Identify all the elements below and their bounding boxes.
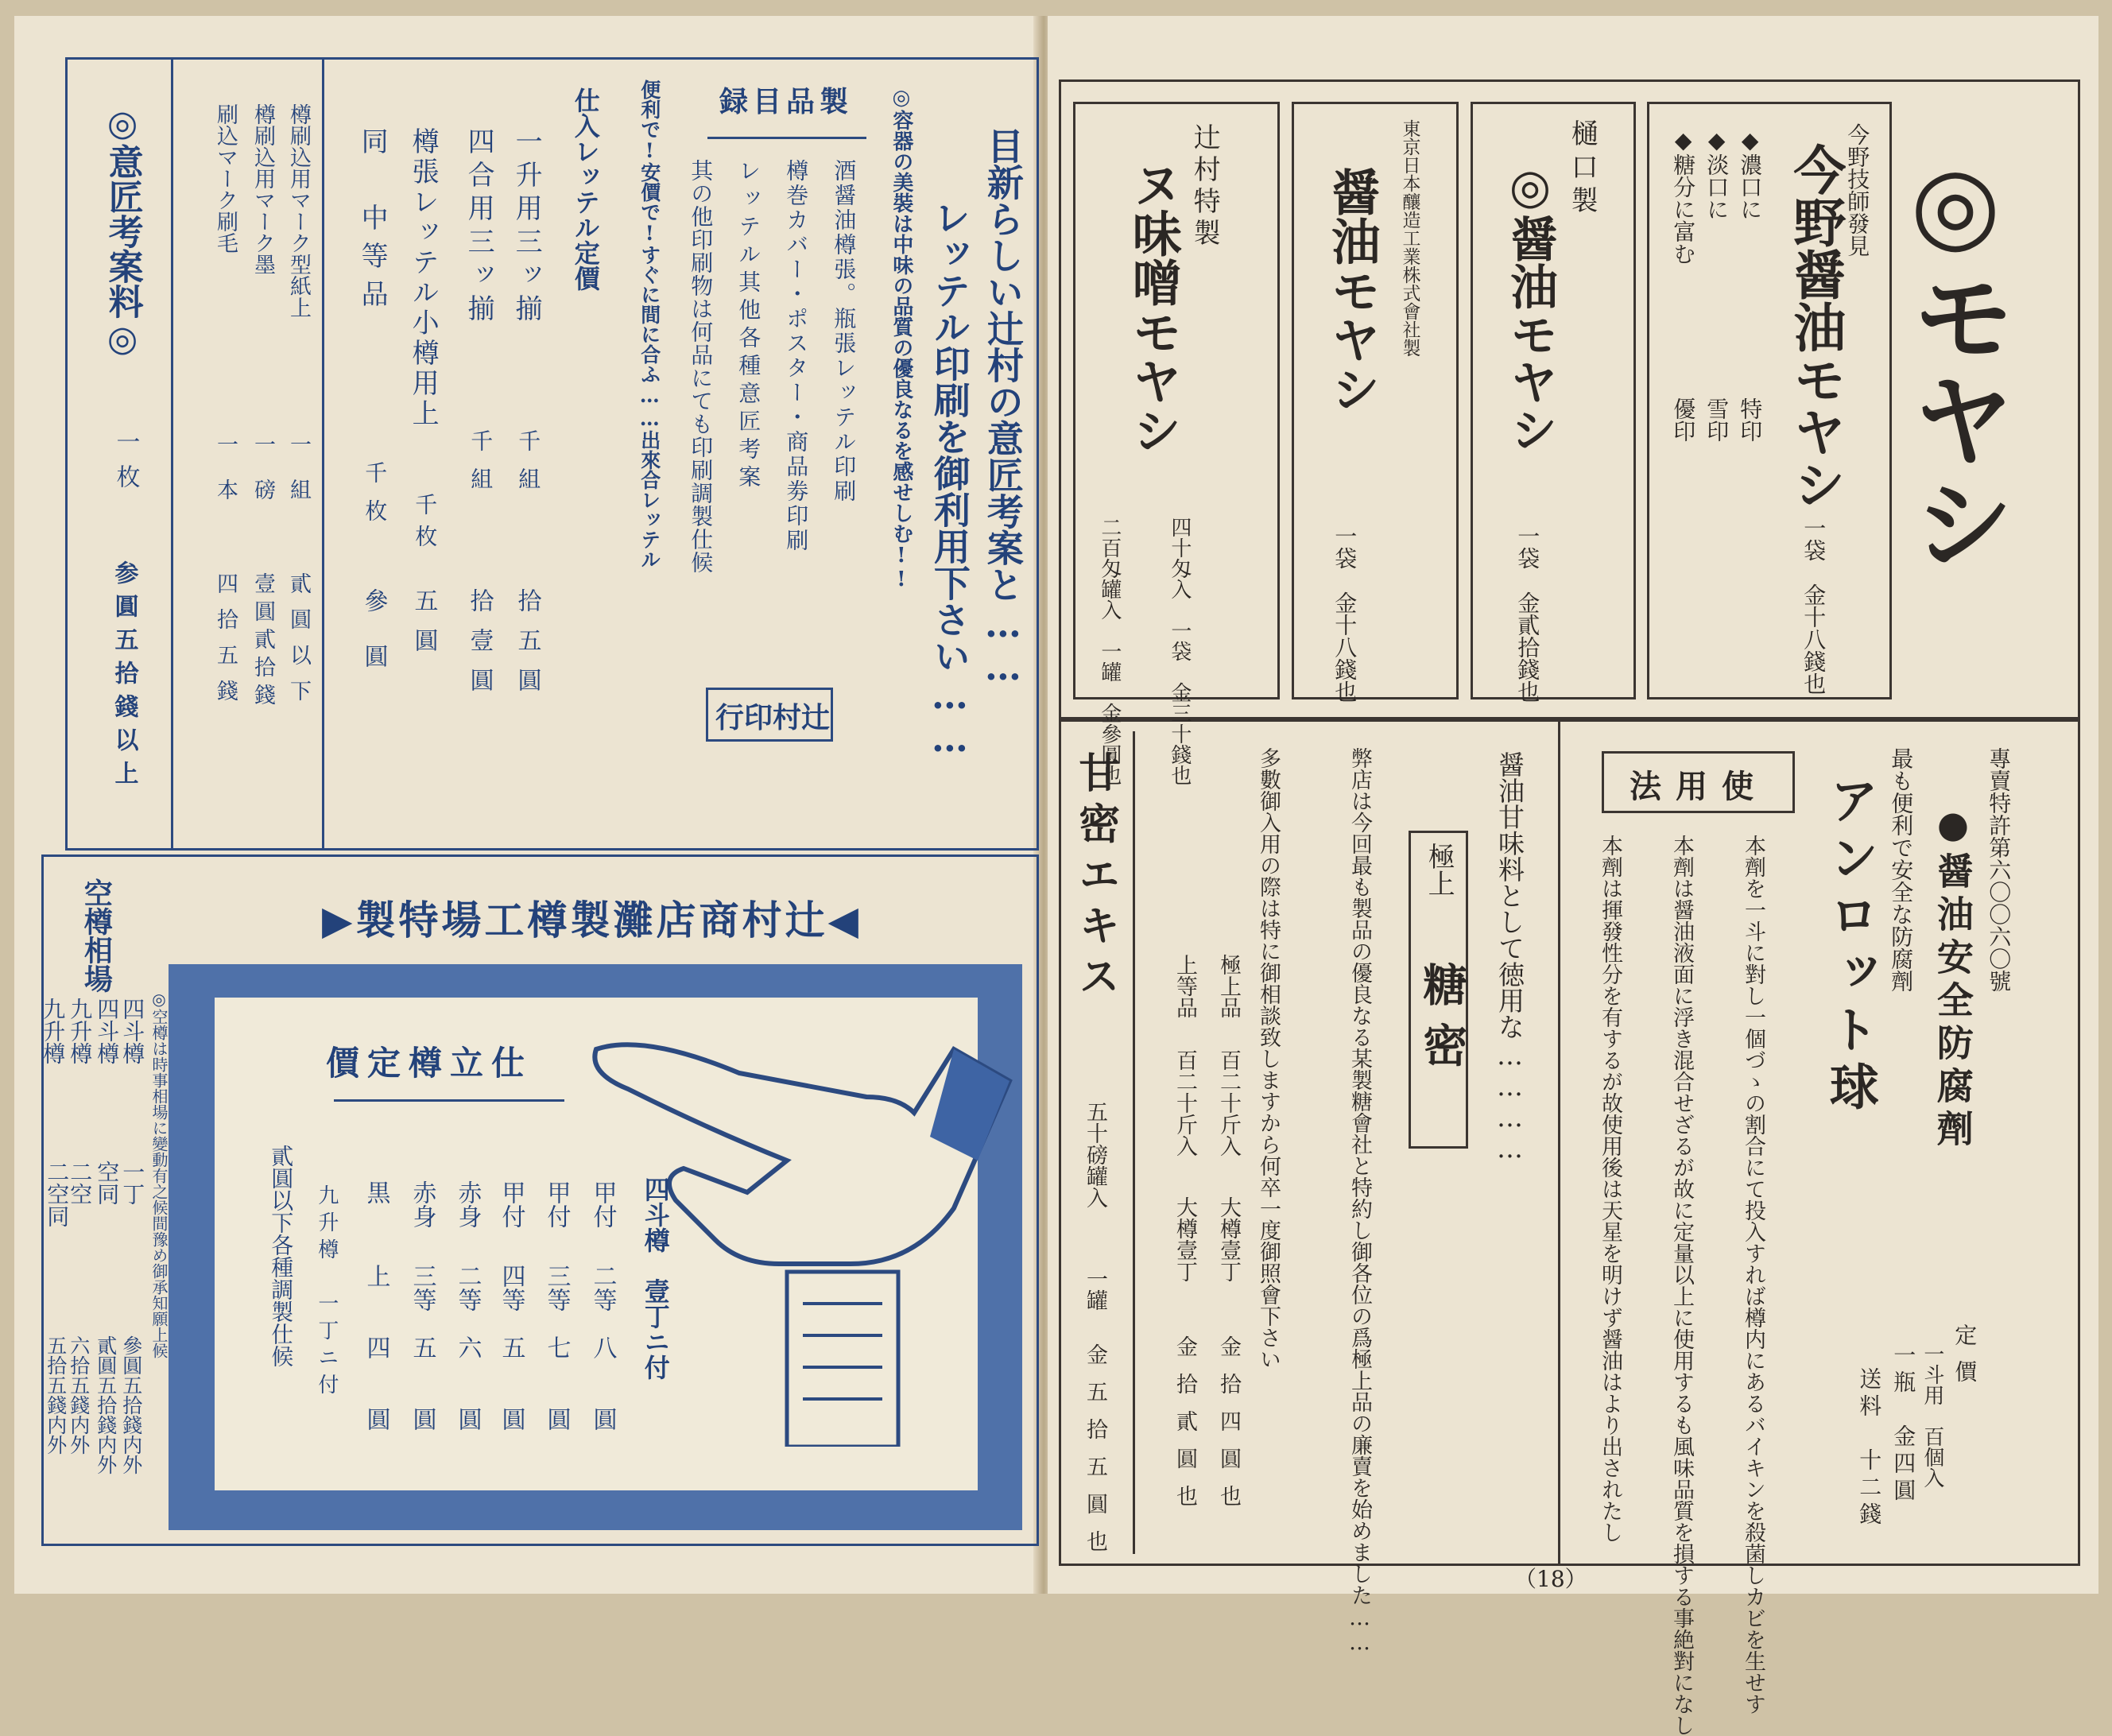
label-price-row-3-unit: 千枚 (412, 493, 439, 556)
sugar-grade-1-unit: 大樽壹丁 (1216, 1196, 1242, 1282)
usage-line-1: 本劑を一斗に對し一個づゝの割合にて投入すれば樽内にあるバイキンを殺菌しカビを生せす (1741, 835, 1766, 1715)
brush-item-2-unit: 一磅 (250, 433, 276, 524)
sugar-grade-2-pack: 百二十斤入 (1172, 1049, 1198, 1157)
fixed-row-3-price: 五圓 (497, 1335, 525, 1478)
barrel-row-4-price: 五拾五錢内外 (44, 1335, 68, 1455)
fixed-price-title: 仕立樽定價 (326, 1044, 533, 1083)
label-price-row-4: 同 中等品 (356, 127, 389, 318)
imano-item-2: ◆淡口に (1703, 127, 1730, 220)
higuchi-maker: 樋口製 (1566, 119, 1599, 219)
label-price-row-2: 四合用三ッ揃 (463, 127, 495, 327)
sugar-label: 極上 (1423, 843, 1455, 897)
label-price-row-4-unit: 千枚 (362, 461, 389, 537)
tsujimura-maker: 辻村特製 (1188, 123, 1221, 250)
stamp-text: 辻村印行 (715, 701, 831, 734)
amamitsu-unit: 一罐 (1083, 1268, 1108, 1311)
headline-1: 目新らしい辻村の意匠考案と…… (981, 127, 1025, 688)
barrel-row-3-qty: 二空 (67, 1161, 94, 1205)
brush-item-3-unit: 一本 (213, 433, 238, 524)
fixed-row-4-price: 六圓 (453, 1335, 482, 1478)
fixed-row-5-name: 赤身 (408, 1180, 436, 1228)
catalog-line-3: 樽巻カバー・ポスター・商品劵印刷 (783, 159, 810, 553)
left-divider-2 (322, 57, 324, 851)
brush-item-3-price: 四拾五錢 (213, 572, 238, 715)
price-line-3: 送料 十二錢 (1856, 1367, 1883, 1529)
design-fee-title: ◎意匠考案料◎ (102, 103, 143, 359)
usage-line-3: 本劑は揮發性分を有するが故使用後は天星を明けず醤油はより出されたし (1598, 835, 1623, 1543)
left-divider-1 (171, 57, 173, 851)
sugar-grade-2-price: 金拾貳圓也 (1172, 1335, 1198, 1522)
label-price-row-1-price: 拾五圓 (513, 588, 541, 707)
imano-item-3: ◆糖分に富む (1670, 127, 1697, 265)
fixed-row-3-grade: 四等 (497, 1264, 525, 1312)
catalog-rule (707, 137, 866, 139)
price-line-1: 一斗用 百個入 (1920, 1343, 1944, 1488)
anrotto-name: ●醤油安全防腐劑 (1931, 803, 1974, 1153)
imano-discoverer: 今野技師發見 (1844, 123, 1871, 257)
sugar-body-1: 弊店は今回最も製品の優良なる某製糖會社と特約し御各位の爲極上品の廉賣を始めました…… (1347, 747, 1373, 1655)
fixed-row-2-name: 甲付 (542, 1180, 571, 1228)
amamitsu-price: 金五拾五圓也 (1083, 1343, 1108, 1567)
catalog-line-6: 便利で!安價で!すぐに間に合ふ……出來合レッテル (637, 79, 661, 569)
imano-name: 今野醤油モヤシ (1784, 143, 1847, 510)
label-price-row-3: 樽張レッテル小樽用上 (407, 127, 440, 429)
brush-item-3: 刷込マーク刷毛 (213, 103, 238, 254)
label-price-row-3-price: 五圓 (409, 588, 438, 668)
fixed-row-2-price: 七圓 (542, 1335, 571, 1478)
fixed-price-footer: 貳圓以下各種調製仕候 (268, 1145, 295, 1367)
sugar-grade-2: 上等品 (1172, 954, 1198, 1018)
nihon-maker: 東京日本釀造工業株式會社製 (1399, 119, 1420, 357)
amamitsu-pack: 五十磅罐入 (1083, 1101, 1108, 1208)
page-number: （18） (1514, 1566, 1587, 1592)
fixed-row-5-grade: 三等 (408, 1264, 436, 1312)
fixed-row-4-grade: 二等 (453, 1264, 482, 1312)
fixed-price-small: 九升樽 一丁ニ付 (314, 1184, 339, 1401)
empty-barrel-title: 空樽相場 (79, 878, 114, 993)
label-price-row-4-price: 參圓 (359, 588, 388, 699)
barrel-row-1-price: 參圓五拾錢内外 (119, 1335, 143, 1474)
barrel-row-3-price: 六拾五錢内外 (67, 1335, 91, 1455)
label-price-row-2-price: 拾壹圓 (465, 588, 494, 707)
fixed-row-1-name: 甲付 (588, 1180, 617, 1228)
anrotto-patent: 專賣特許第六〇〇六〇號 (1986, 747, 2013, 992)
imano-price: 一袋 金十八錢也 (1800, 517, 1827, 695)
price-line-2: 一瓶 金四圓 (1890, 1343, 1917, 1505)
sugar-grade-1-pack: 百二十斤入 (1216, 1049, 1242, 1157)
fixed-row-1-price: 八圓 (588, 1335, 617, 1478)
fixed-row-1-grade: 二等 (588, 1264, 617, 1312)
label-price-row-2-unit: 千組 (467, 429, 494, 506)
amamitsu-name: 甘密エキス (1071, 751, 1120, 1006)
fixed-row-6-name: 黒 (362, 1180, 390, 1204)
catalog-line-2: 酒醤油樽張。瓶張レッテル印刷 (831, 159, 858, 504)
brush-item-2: 樽刷込用マーク墨 (250, 103, 276, 275)
barrel-row-4-qty: 二空同 (44, 1161, 71, 1227)
barrel-row-4-name: 九升樽 (40, 998, 67, 1064)
tsujimura-price-2: 二百匁罐入 一罐 金參圓也 (1097, 517, 1122, 785)
barrel-row-2-qty: 空同 (94, 1161, 121, 1205)
fixed-row-6-grade: 上 (362, 1264, 390, 1288)
price-title: 定價 (1951, 1323, 1978, 1397)
anrotto-catch: 最も便利で安全な防腐劑 (1888, 747, 1915, 992)
usage-line-2: 本劑は醤油液面に浮き混合せざるが故に定量以上に使用するも風味品質を損する事絶對になし (1669, 835, 1695, 1736)
barrel-row-3-name: 九升樽 (67, 998, 94, 1064)
nihon-name: 醤油モヤシ (1323, 167, 1382, 413)
label-price-row-1-unit: 千組 (515, 429, 542, 506)
label-price-row-1: 一升用三ッ揃 (510, 127, 543, 327)
amamitsu-divider (1133, 731, 1135, 1554)
fixed-row-2-grade: 三等 (542, 1264, 571, 1312)
imano-mark-2: 雪印 (1703, 397, 1730, 442)
imano-mark-1: 特印 (1737, 397, 1764, 442)
fixed-price-header: 四斗樽 壹丁ニ付 (640, 1176, 671, 1380)
sugar-name: 糖密 (1416, 962, 1469, 1083)
design-fee-unit: 一枚 (111, 429, 140, 499)
headline-2: レッテル印刷を御利用下さい…… (928, 199, 971, 760)
barrel-row-1-qty: 一丁 (119, 1161, 146, 1205)
catalog-line-5: 其の他印刷物は何品にても印刷調製仕候 (688, 159, 715, 574)
brush-item-2-price: 壹圓貳拾錢 (250, 572, 276, 711)
imano-item-1: ◆濃口に (1737, 127, 1764, 220)
tsujimura-name: ヌ味噌モヤシ (1124, 159, 1183, 455)
fixed-row-6-price: 四圓 (362, 1335, 390, 1478)
higuchi-name: ◎醤油モヤシ (1502, 159, 1558, 453)
catalog-line-4: レッテル其他各種意匠考案 (735, 159, 762, 493)
fixed-row-5-price: 五圓 (408, 1335, 436, 1478)
big-brand: ◎モヤシ (1895, 143, 2016, 574)
brush-item-1: 樽刷込用マーク型紙上 (286, 103, 312, 318)
sugar-lead: 醤油甘味料として徳用な………… (1494, 751, 1525, 1164)
barrel-row-1-name: 四斗樽 (119, 998, 146, 1064)
imano-mark-3: 優印 (1670, 397, 1697, 442)
barrel-banner: ◀辻村商店灘製樽工場特製▶ (322, 897, 862, 944)
fixed-row-3-name: 甲付 (497, 1180, 525, 1228)
anrotto-product: アンロット球 (1821, 775, 1880, 1118)
empty-barrel-note: ◎空樽は時事相場に變動有之候間豫め御承知願上候 (149, 990, 169, 1358)
sugar-body-2: 多數御入用の際は特に御相談致しますから何卒一度御照會下さい (1256, 747, 1281, 1370)
barrel-row-2-price: 貳圓五拾錢内外 (94, 1335, 118, 1474)
brush-item-1-unit: 一組 (286, 433, 312, 524)
fixed-row-4-name: 赤身 (453, 1180, 482, 1228)
catalog-line-1: ◎容器の美裝は中味の品質の優良なるを感せしむ!! (889, 86, 913, 591)
higuchi-price: 一袋 金貳拾錢也 (1514, 525, 1541, 703)
tsujimura-price-1: 四十匁入 一袋 金三十錢也 (1167, 517, 1192, 785)
nihon-price: 一袋 金十八錢也 (1331, 525, 1358, 703)
brush-item-1-price: 貳圓以下 (286, 572, 312, 715)
sugar-grade-1-price: 金拾四圓也 (1216, 1335, 1242, 1522)
barrel-row-2-name: 四斗樽 (94, 998, 121, 1064)
design-fee-amount: 参圓五拾錢以上 (110, 560, 138, 794)
catalog-heading: 製品目録 (719, 85, 854, 118)
sugar-grade-1: 極上品 (1216, 954, 1242, 1018)
fixed-price-rule (334, 1099, 564, 1102)
usage-title: 使用法 (1630, 768, 1768, 805)
sugar-grade-2-unit: 大樽壹丁 (1172, 1196, 1198, 1282)
label-price-heading: 仕入レッテル定價 (570, 87, 601, 291)
anrotto-divider (1558, 719, 1560, 1566)
